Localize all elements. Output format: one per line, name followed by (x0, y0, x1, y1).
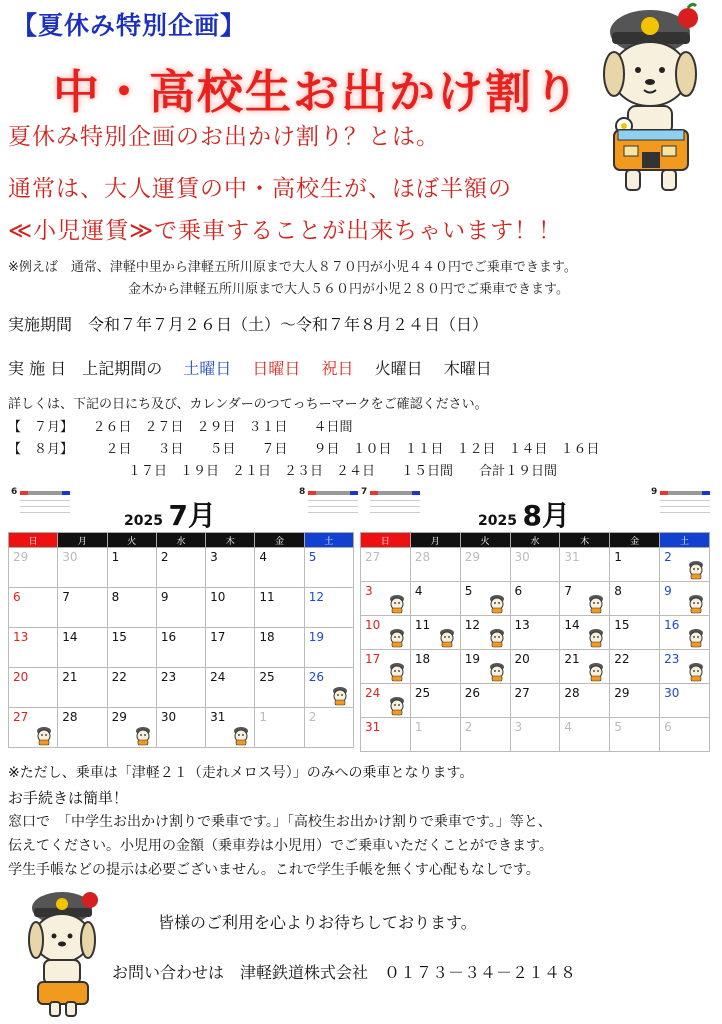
weekday-header: 月 (410, 533, 460, 548)
calendar-day (361, 650, 411, 684)
calendar-day (560, 650, 610, 684)
calendar-day (660, 582, 710, 616)
calendar-day (410, 616, 460, 650)
calendar-day-number: 24 (210, 670, 226, 684)
details-august-label: 【 ８月】 (8, 442, 67, 457)
calendar-day-number: 12 (308, 590, 324, 604)
calendar-july (8, 532, 354, 748)
calendar-day (660, 684, 710, 718)
tsuttechi-mark-icon (387, 628, 407, 648)
calendar-day (610, 650, 660, 684)
calendar-day-number: 7 (564, 584, 573, 598)
period-value: 令和７年７月２６日（土）～令和７年８月２４日（日） (88, 315, 489, 334)
calendar-day-number: 28 (62, 710, 78, 724)
calendar-day-number: 9 (664, 584, 672, 598)
calendar-day (107, 628, 156, 668)
calendar-day-number: 15 (111, 630, 127, 644)
mini-calendar-next-august: 9 (660, 491, 710, 521)
calendar-day (304, 588, 353, 628)
days-saturday: 土曜日 (183, 359, 232, 378)
details-july-label: 【 ７月】 (8, 420, 67, 435)
tsuttechi-mark-icon (231, 726, 251, 746)
operation-days (8, 356, 492, 379)
calendar-day (206, 548, 255, 588)
calendar-day (560, 718, 610, 752)
weekday-header: 木 (206, 533, 255, 548)
calendar-day-number: 1 (614, 550, 622, 564)
calendar-day (206, 708, 255, 748)
calendar-day-number: 23 (160, 670, 177, 684)
calendar-day-number: 4 (259, 550, 268, 564)
calendar-day (660, 548, 710, 582)
weekday-header: 金 (610, 533, 660, 548)
calendar-day-number: 16 (664, 618, 680, 632)
calendar-day (58, 628, 107, 668)
august-month: 8月 (522, 499, 571, 532)
calendar-day (255, 668, 304, 708)
weekday-header: 木 (560, 533, 610, 548)
calendar-day (9, 668, 58, 708)
calendar-day (255, 588, 304, 628)
tsuttechi-mark-icon (686, 662, 706, 682)
calendar-day-number: 19 (464, 652, 480, 666)
august-year: 2025 (478, 513, 517, 529)
details-august-days-1: ２日 ３日 ５日 ７日 ９日 １０日 １１日 １２日 １４日 １６日 (105, 442, 600, 457)
tsuttechi-mark-icon (686, 560, 706, 580)
calendar-day-number: 21 (564, 652, 580, 666)
calendar-day-number: 25 (414, 686, 431, 700)
calendar-day-number: 29 (464, 550, 480, 564)
calendar-day-number: 17 (210, 630, 226, 644)
calendar-day (510, 650, 560, 684)
footer-window-3: 学生手帳などの提示は必要ございません。これで学生手帳を無くす心配もなしです。 (8, 862, 540, 878)
calendar-day (460, 718, 510, 752)
weekday-header: 月 (58, 533, 107, 548)
calendar-day-number: 28 (564, 686, 580, 700)
days-thursday: 木曜日 (443, 359, 492, 378)
days-tuesday: 火曜日 (374, 359, 423, 378)
tsuttechi-mark-icon (437, 628, 457, 648)
calendar-day-number: 27 (13, 710, 29, 724)
calendar-day-number: 3 (514, 720, 523, 734)
calendar-day-number: 29 (13, 550, 29, 564)
calendar-day (560, 548, 610, 582)
calendar-day (255, 628, 304, 668)
calendar-day (255, 548, 304, 588)
calendar-week-row (9, 628, 354, 668)
calendar-day-number: 26 (464, 686, 480, 700)
calendar-day (560, 684, 610, 718)
calendar-day-number: 30 (664, 686, 680, 700)
days-holiday: 祝日 (321, 359, 354, 378)
calendar-week-row (361, 582, 710, 616)
mini-calendar-prev-august: 7 (370, 491, 420, 521)
calendar-day (510, 616, 560, 650)
calendar-day-number: 30 (514, 550, 530, 564)
calendar-day (206, 628, 255, 668)
calendar-week-row (361, 616, 710, 650)
calendar-day (107, 548, 156, 588)
calendar-day (156, 548, 205, 588)
calendar-august (360, 532, 710, 752)
weekday-header: 水 (156, 533, 205, 548)
calendar-day-number: 6 (664, 720, 672, 734)
calendar-day-number: 20 (514, 652, 530, 666)
calendar-day (156, 588, 205, 628)
tsuttechi-mark-icon (387, 662, 407, 682)
calendar-day-number: 4 (564, 720, 573, 734)
mini-calendar-prev-july: 6 (20, 491, 70, 521)
details-july (8, 416, 353, 435)
intro-line-2: 通常は、大人運賃の中・高校生が、ほぼ半額の (8, 176, 512, 202)
calendar-day (9, 548, 58, 588)
calendar-day-number: 25 (259, 670, 275, 684)
calendar-day-number: 27 (514, 686, 530, 700)
calendar-day-number: 21 (62, 670, 78, 684)
footer-easy: お手続きは簡単！ (8, 789, 129, 807)
calendar-day-number: 31 (210, 710, 226, 724)
weekday-header: 土 (660, 533, 710, 548)
headline: 中・高校生お出かけ割り (53, 65, 581, 119)
calendar-day-number: 10 (365, 618, 381, 632)
calendar-day (460, 650, 510, 684)
calendar-day-number: 7 (62, 590, 70, 604)
footer-welcome: 皆様のご利用を心よりお待ちしております。 (158, 913, 477, 932)
calendar-day (510, 582, 560, 616)
footer-window-2: 伝えてください。小児用の金額（乗車券は小児用）でご乗車いただくことができます。 (8, 838, 553, 854)
tsuttechi-mark-icon (133, 726, 153, 746)
calendar-day (660, 718, 710, 752)
details-july-days: ２６日 ２７日 ２９日 ３１日 ４日間 (92, 420, 353, 435)
calendar-day (304, 708, 353, 748)
calendar-day (156, 668, 205, 708)
calendar-day-number: 6 (13, 590, 21, 604)
calendar-day (410, 684, 460, 718)
calendar-day (460, 616, 510, 650)
tsuttechi-mark-icon (34, 726, 54, 746)
footer-window-1: 窓口で 「中学生お出かけ割りで乗車です。」「高校生お出かけ割りで乗車です。」等と、 (8, 814, 552, 830)
calendar-day-number: 27 (365, 550, 381, 564)
calendar-day (255, 708, 304, 748)
calendar-day (9, 588, 58, 628)
calendar-day (304, 628, 353, 668)
footer-note: ※ただし、乗車は「津軽２１（走れメロス号）」のみへの乗車となります。 (8, 765, 474, 781)
weekday-header: 金 (255, 533, 304, 548)
details-august (8, 438, 600, 457)
tsuttechi-mark-icon (387, 594, 407, 614)
calendar-day (304, 548, 353, 588)
calendar-day-number: 1 (111, 550, 120, 564)
calendar-day (361, 582, 411, 616)
calendar-day (206, 668, 255, 708)
calendar-day-number: 9 (160, 590, 169, 604)
calendar-day (58, 548, 107, 588)
calendar-day-number: 16 (160, 630, 177, 644)
calendar-day (304, 668, 353, 708)
calendar-day (560, 582, 610, 616)
calendar-day (156, 708, 205, 748)
calendar-day-number: 15 (614, 618, 630, 632)
campaign-tag: 【夏休み特別企画】 (12, 11, 247, 40)
calendar-week-row (9, 668, 354, 708)
calendar-day (410, 548, 460, 582)
weekday-header: 土 (304, 533, 353, 548)
footer-contact: お問い合わせは 津軽鉄道株式会社 ０１７３－３４－２１４８ (112, 963, 577, 982)
calendar-day-number: 8 (614, 584, 622, 598)
calendar-day (510, 548, 560, 582)
intro-line-1: 夏休み特別企画のお出かけ割り？とは。 (8, 124, 440, 150)
days-prefix: 上記期間の (82, 359, 163, 378)
calendar-day-number: 19 (308, 630, 324, 644)
days-sunday: 日曜日 (252, 359, 301, 378)
calendar-day (107, 668, 156, 708)
calendar-day-number: 6 (514, 584, 523, 598)
calendar-day (610, 582, 660, 616)
calendar-day (560, 616, 610, 650)
calendar-day (361, 616, 411, 650)
days-label: 実 施 日 (8, 359, 67, 378)
calendar-day-number: 1 (414, 720, 423, 734)
calendar-day-number: 26 (308, 670, 324, 684)
calendar-week-row (361, 650, 710, 684)
weekday-header: 日 (9, 533, 58, 548)
calendar-day-number: 13 (13, 630, 29, 644)
calendar-day-number: 2 (464, 720, 473, 734)
calendar-week-row (361, 548, 710, 582)
calendar-week-row (361, 684, 710, 718)
calendar-day (610, 718, 660, 752)
calendar-day (410, 650, 460, 684)
calendar-day (361, 684, 411, 718)
weekday-header: 水 (510, 533, 560, 548)
july-year: 2025 (124, 513, 163, 529)
calendar-day (206, 588, 255, 628)
calendar-week-row (9, 708, 354, 748)
calendar-day-number: 24 (365, 686, 381, 700)
example-line-1: ※例えば 通常、津軽中里から津軽五所川原まで大人８７０円が小児４４０円でご乗車できます。 (8, 260, 577, 275)
calendar-day-number: 11 (414, 618, 431, 632)
calendar-day-number: 17 (365, 652, 381, 666)
tsuttechi-mark-icon (487, 662, 507, 682)
calendar-day (510, 718, 560, 752)
calendar-day-number: 20 (13, 670, 29, 684)
weekday-header: 火 (107, 533, 156, 548)
example-line-2: 金木から津軽五所川原まで大人５６０円が小児２８０円でご乗車できます。 (128, 282, 569, 297)
calendar-day-number: 3 (365, 584, 373, 598)
calendar-day-number: 5 (464, 584, 473, 598)
calendar-day-number: 30 (62, 550, 78, 564)
calendar-day (107, 588, 156, 628)
calendar-day-number: 5 (308, 550, 317, 564)
calendar-day (460, 548, 510, 582)
tsuttechi-mark-icon (686, 628, 706, 648)
calendar-day-number: 28 (414, 550, 431, 564)
tsuttechi-mark-icon (487, 628, 507, 648)
calendar-day-number: 22 (614, 652, 630, 666)
calendar-day (58, 708, 107, 748)
tsuttechi-mark-icon (586, 662, 606, 682)
calendar-week-row (9, 588, 354, 628)
july-month: 7月 (168, 499, 217, 532)
calendar-day-number: 31 (365, 720, 381, 734)
calendar-day-number: 5 (614, 720, 622, 734)
calendar-day-number: 2 (664, 550, 672, 564)
calendar-day (9, 708, 58, 748)
calendar-day (610, 548, 660, 582)
tsuttechi-mark-icon (330, 686, 350, 706)
tsuttechi-mark-icon (686, 594, 706, 614)
calendar-week-row (9, 548, 354, 588)
august-title (478, 494, 570, 534)
tsuttechi-mark-icon (487, 594, 507, 614)
calendar-day (361, 548, 411, 582)
calendar-day-number: 12 (464, 618, 480, 632)
calendar-day (660, 616, 710, 650)
details-intro: 詳しくは、下記の日にち及び、カレンダーのつてっちーマークをご確認ください。 (8, 397, 488, 412)
period-label: 実施期間 (8, 315, 73, 334)
tsuttechi-mark-icon (586, 628, 606, 648)
calendar-day (460, 684, 510, 718)
calendar-day (58, 668, 107, 708)
calendar-week-row (361, 718, 710, 752)
calendar-day-number: 4 (414, 584, 423, 598)
weekday-header: 日 (361, 533, 411, 548)
calendar-day-number: 1 (259, 710, 268, 724)
calendar-day-number: 10 (210, 590, 226, 604)
calendar-day-number: 2 (308, 710, 317, 724)
calendar-day-number: 13 (514, 618, 530, 632)
calendar-day-number: 14 (564, 618, 580, 632)
calendar-day-number: 30 (160, 710, 177, 724)
weekday-header: 火 (460, 533, 510, 548)
calendar-day (107, 708, 156, 748)
calendar-day-number: 14 (62, 630, 78, 644)
calendar-day (610, 684, 660, 718)
mascot-illustration (590, 2, 716, 200)
calendar-day (510, 684, 560, 718)
calendar-day (9, 628, 58, 668)
calendar-day (660, 650, 710, 684)
calendar-day-number: 29 (614, 686, 630, 700)
calendar-day-number: 29 (111, 710, 127, 724)
july-title (124, 494, 216, 534)
calendar-day-number: 18 (414, 652, 431, 666)
calendar-day (361, 718, 411, 752)
period (8, 312, 488, 335)
calendar-day-number: 2 (160, 550, 169, 564)
calendar-day-number: 31 (564, 550, 580, 564)
tsuttechi-mark-icon (586, 594, 606, 614)
calendar-day-number: 11 (259, 590, 275, 604)
calendar-day-number: 18 (259, 630, 275, 644)
calendar-day-number: 23 (664, 652, 680, 666)
calendar-day (410, 582, 460, 616)
tsuttechi-mark-icon (387, 696, 407, 716)
calendar-day-number: 3 (210, 550, 218, 564)
intro-line-3: ≪小児運賃≫で乗車することが出来ちゃいます！！ (8, 218, 563, 244)
calendar-day (460, 582, 510, 616)
mascot-bottom-illustration (20, 888, 110, 1020)
details-august-2: １７日 １９日 ２１日 ２３日 ２４日 １５日間 合計１９日間 (128, 464, 558, 479)
calendar-day-number: 8 (111, 590, 120, 604)
mini-calendar-next-july: 8 (308, 491, 358, 521)
calendar-day (410, 718, 460, 752)
calendar-day (58, 588, 107, 628)
calendar-day (610, 616, 660, 650)
calendar-day (156, 628, 205, 668)
calendar-day-number: 22 (111, 670, 127, 684)
